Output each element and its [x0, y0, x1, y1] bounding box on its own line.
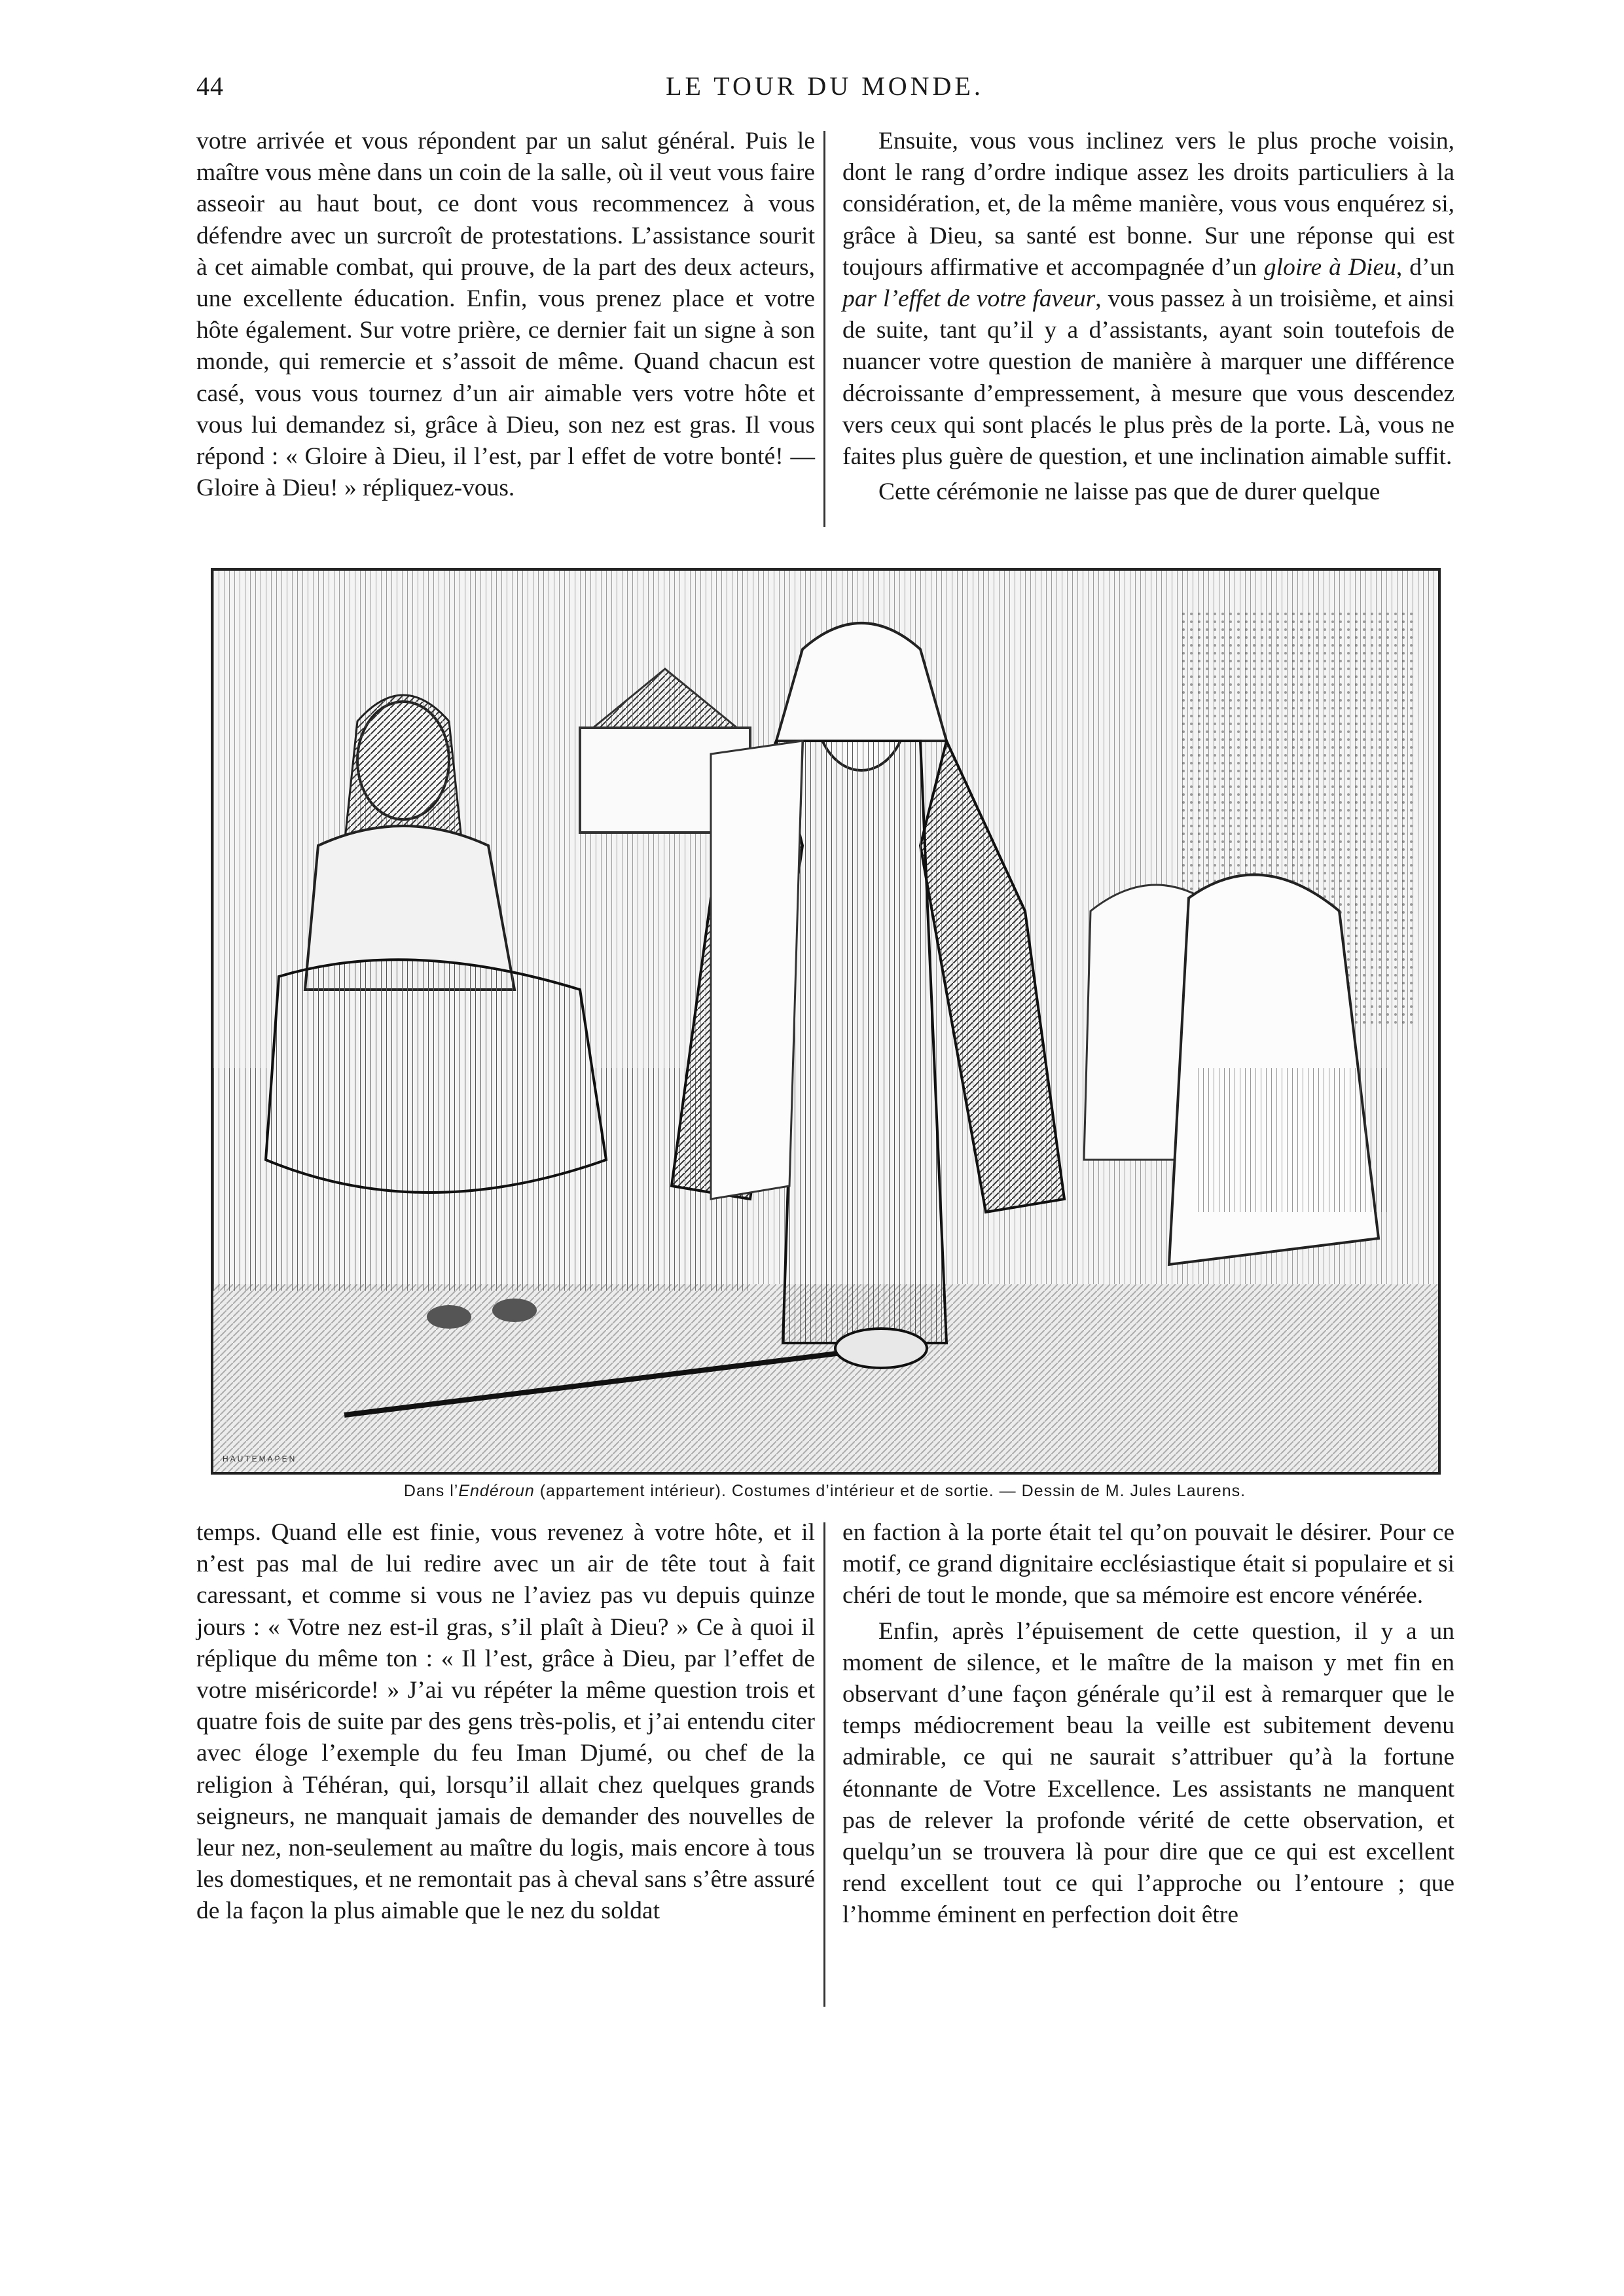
text-column-right-bottom — [842, 1517, 1454, 1931]
figure-caption — [196, 1482, 1453, 1501]
text-column-right-top — [842, 126, 1454, 508]
text-column-left-top — [196, 126, 815, 504]
paragraph — [842, 126, 1454, 473]
engraver-signature: HAUTEMAPEN — [223, 1454, 297, 1463]
page-number: 44 — [196, 71, 224, 101]
column-rule — [823, 131, 825, 527]
running-title: LE TOUR DU MONDE. — [666, 71, 984, 101]
engraving-illustration — [211, 568, 1441, 1475]
page-header — [196, 71, 1453, 110]
paragraph: Cette cérémonie ne laisse pas que de durer quelque — [878, 478, 1380, 506]
italic-run: gloire à Dieu — [1263, 253, 1396, 281]
caption-text: (appartement intérieur). Costumes d’intérieur et de sortie. — Dessin de M. Jules Laurens. — [534, 1482, 1246, 1500]
italic-run: par l’effet de votre faveur — [842, 285, 1096, 313]
paragraph: Enfin, après l’épuisement de cette question, il y a un moment de silence, et le maître de la maison y met fin en observant d’une façon générale qu’il est à remarquer que le temps médiocrement beau la veille est subitement devenu admirable, ce qui ne saurait s’attribuer qu’à la fortune étonnante de Votre Excellence. Les assistants ne manquent pas de relever la profonde vérité de cette observation, et quelqu’un se trouvera là pour dire que ce qui est excellent rend excellent tout ce qui l’approche ou l’entoure ; que l’homme éminent en perfection doit être — [842, 1617, 1454, 1929]
text-column-left-bottom — [196, 1517, 815, 1928]
text-run: , d’un — [1396, 253, 1455, 281]
paragraph: votre arrivée et vous répondent par un salut général. Puis le maître vous mène dans un coin de la salle, où il veut vous faire asseoir au haut bout, ce dont vous recommencez à vous défendre avec un surcroît de protestations. L’assistance sourit à cet aimable combat, qui prouve, de la part des deux acteurs, une excellente éducation. Enfin, vous prenez place et votre hôte également. Sur votre prière, ce dernier fait un signe à son monde, qui remercie et s’assoit de même. Quand chacun est casé, vous vous tournez d’un air aimable vers votre hôte et vous lui demandez si, grâce à Dieu, son nez est gras. Il vous répond : « Gloire à Dieu, il l’est, par l effet de votre bonté! — Gloire à Dieu! » répliquez-vous. — [196, 128, 815, 502]
paragraph: en faction à la porte était tel qu’on pouvait le désirer. Pour ce motif, ce grand dignitaire ecclésiastique était si populaire et si chéri de tout le monde, que sa mémoire est encore vénérée. — [842, 1519, 1454, 1609]
text-run: Ensuite, vous vous inclinez vers le plus proche voisin, dont le rang d’ordre indique assez les droits particuliers à la considération, et, de la même manière, vous vous enquérez si, grâce à Dieu, sa santé est bonne. Sur une réponse qui est toujours affirmative et accompagnée d’un — [842, 128, 1454, 281]
text-run: , vous passez à un troisième, et ainsi de suite, tant qu’il y a d’assistants, ayant soin toutefois de nuancer votre question de manière à marquer une différence décroissante d’empressement, à mesure que vous descendez vers ceux qui sont placés le plus près de la porte. Là, vous ne faites plus guère de question, et une inclination aimable suffit. — [842, 285, 1454, 471]
column-rule — [823, 1522, 825, 2007]
engraving-illustration-icon — [213, 571, 1438, 1472]
caption-italic: Endéroun — [458, 1482, 535, 1500]
caption-text: Dans l’ — [403, 1482, 459, 1500]
paragraph: temps. Quand elle est finie, vous revenez à votre hôte, et il n’est pas mal de lui redire avec un air de tête tout à fait caressant, et comme si vous ne l’aviez pas vu depuis quinze jours : « Votre nez est-il gras, s’il plaît à Dieu? » Ce à quoi il réplique du même ton : « Il l’est, grâce à Dieu, par l’effet de votre miséricorde! » J’ai vu répéter la même question trois et quatre fois de suite par des gens très-polis, et j’ai entendu citer avec éloge l’exemple du feu Iman Djumé, ou chef de la religion à Téhéran, qui, lorsqu’il allait chez quelques grands seigneurs, ne manquait jamais de demander des nouvelles de leur nez, non-seulement au maître du logis, mais encore à tous les domestiques, et ne remontait pas à cheval sans s’être assuré de la façon la plus aimable que le nez du soldat — [196, 1519, 815, 1925]
